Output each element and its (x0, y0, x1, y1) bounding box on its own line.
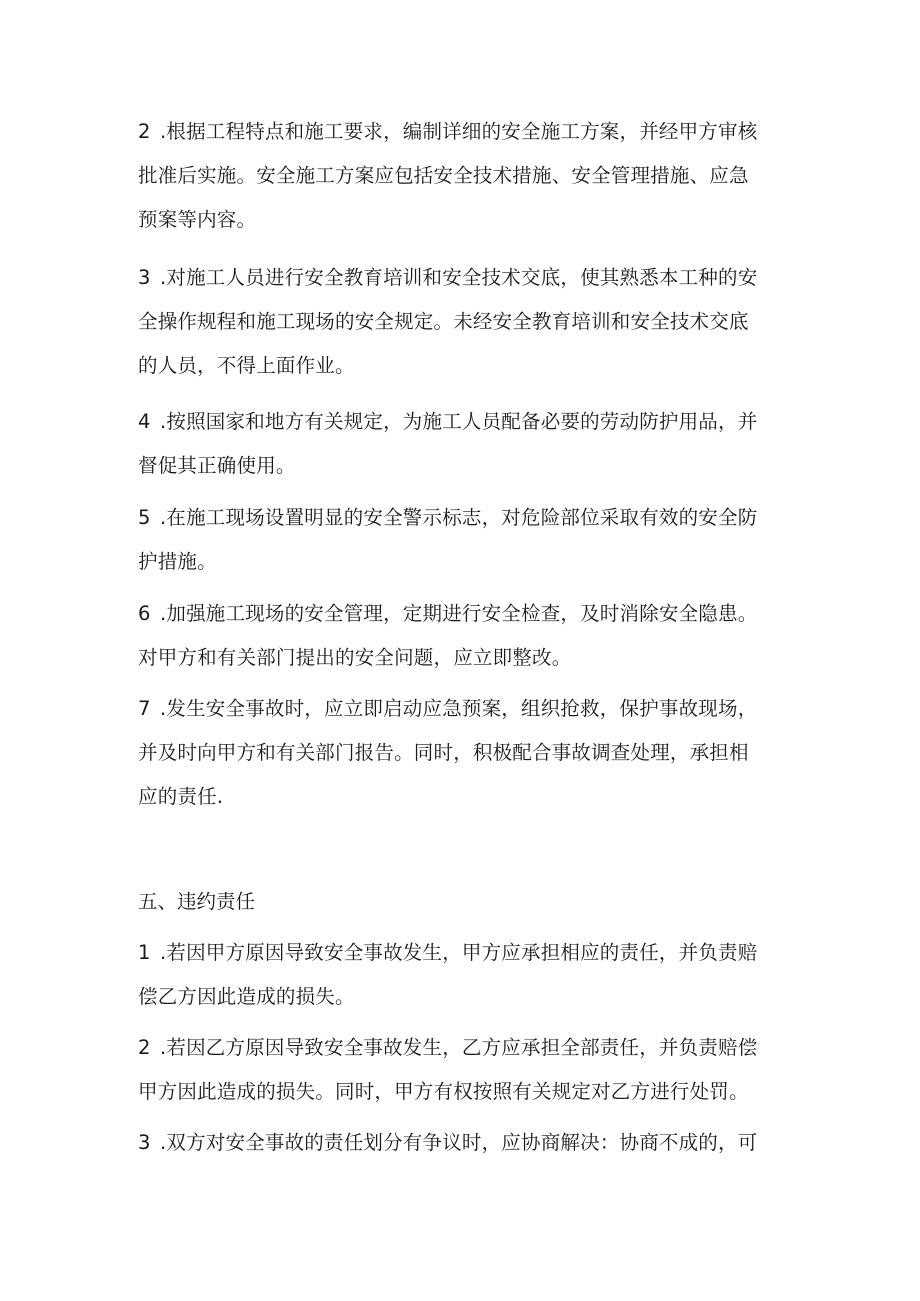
section-heading: 五、违约责任 (138, 890, 256, 913)
item-number: 3 (138, 1131, 151, 1154)
item-number: 1 (138, 941, 151, 964)
list-item (138, 496, 778, 584)
list-item (138, 931, 778, 1019)
list-item (138, 592, 778, 680)
item-number: 3 (138, 266, 151, 289)
item-text: .发生安全事故时，应立即启动应急预案，组织抢救，保护事故现场， (160, 697, 758, 720)
item-text: 甲方因此造成的损失。同时，甲方有权按照有关规定对乙方进行处罚。 (138, 1080, 749, 1103)
item-text: 批准后实施。安全施工方案应包括安全技术措施、安全管理措施、应急 (138, 164, 749, 187)
list-item (138, 110, 778, 242)
list-item (138, 687, 778, 819)
item-text: 并及时向甲方和有关部门报告。同时，积极配合事故调查处理，承担相 (138, 741, 749, 764)
item-text: 对甲方和有关部门提出的安全问题，应立即整改。 (138, 646, 572, 669)
item-number: 6 (138, 602, 151, 625)
item-text: 预案等内容。 (138, 208, 257, 231)
item-text: .按照国家和地方有关规定，为施工人员配备必要的劳动防护用品，并 (160, 410, 758, 433)
item-text: .加强施工现场的安全管理，定期进行安全检查，及时消除安全隐患。 (160, 602, 758, 625)
item-text: .根据工程特点和施工要求，编制详细的安全施工方案，并经甲方审核 (160, 120, 758, 143)
list-item (138, 1026, 778, 1114)
item-text: .若因甲方原因导致安全事故发生，甲方应承担相应的责任，并负责赔 (160, 941, 758, 964)
item-text: 偿乙方因此造成的损失。 (138, 985, 355, 1008)
item-text: 护措施。 (138, 550, 217, 573)
list-item (138, 256, 778, 388)
item-text: 的人员，不得上面作业。 (138, 354, 355, 377)
item-number: 5 (138, 506, 151, 529)
item-number: 2 (138, 120, 151, 143)
item-text: .若因乙方原因导致安全事故发生，乙方应承担全部责任，并负责赔偿 (160, 1036, 758, 1059)
item-text: 督促其正确使用。 (138, 454, 296, 477)
list-item (138, 400, 778, 488)
item-number: 7 (138, 697, 151, 720)
item-text: .双方对安全事故的责任划分有争议时，应协商解决：协商不成的，可 (160, 1131, 758, 1154)
item-text: 全操作规程和施工现场的安全规定。未经安全教育培训和安全技术交底 (138, 310, 749, 333)
item-text: 应的责任. (138, 785, 224, 808)
list-item (138, 1121, 778, 1165)
item-number: 4 (138, 410, 151, 433)
item-text: .对施工人员进行安全教育培训和安全技术交底，使其熟悉本工种的安 (160, 266, 758, 289)
item-number: 2 (138, 1036, 151, 1059)
item-text: .在施工现场设置明显的安全警示标志，对危险部位采取有效的安全防 (160, 506, 758, 529)
